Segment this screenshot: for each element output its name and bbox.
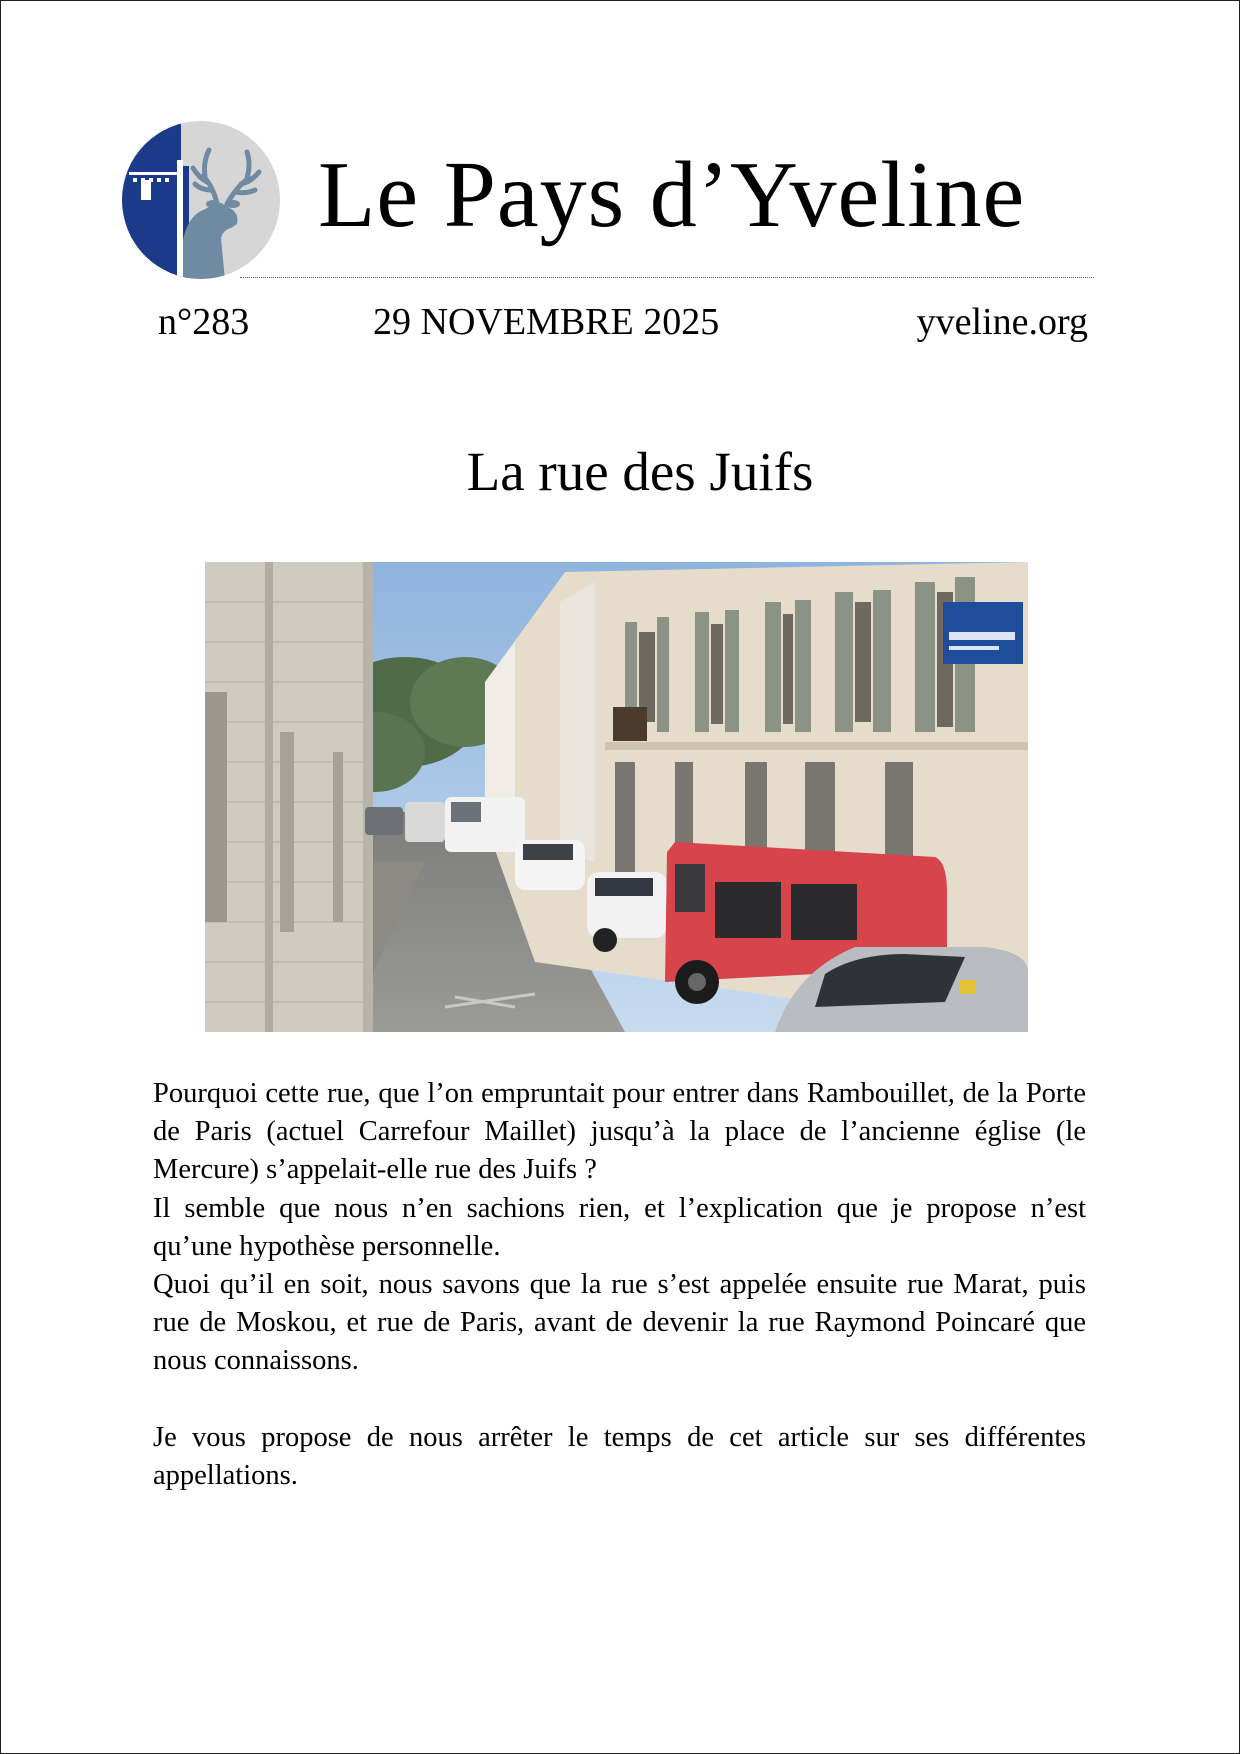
article-paragraph: Il semble que nous n’en sachions rien, et l’explication que je propose n’est qu’une hypothèse personnelle. <box>153 1192 1086 1262</box>
article-paragraph: Je vous propose de nous arrêter le temps de cet article sur ses différentes appellations. <box>153 1421 1086 1492</box>
article-paragraph: Quoi qu’il en soit, nous savons que la rue s’est appelée ensuite rue Marat, puis rue de Moskou, et rue de Paris, avant de devenir la rue Raymond Poincaré que nous connaissons. <box>153 1269 1086 1377</box>
article-body <box>153 1075 1086 1495</box>
article-title: La rue des Juifs <box>466 441 814 502</box>
masthead-title: Le Pays d’Yveline <box>318 143 1026 247</box>
street-photo-icon <box>205 562 1028 1032</box>
site-url: yveline.org <box>916 301 1088 343</box>
article-paragraph: Pourquoi cette rue, que l’on empruntait pour entrer dans Rambouillet, de la Porte de Paris (actuel Carrefour Maillet) jusqu’à la place de l’ancienne église (le Mercure) s’appelait-elle rue des Juifs ? <box>153 1078 1086 1186</box>
issue-number: n°283 <box>158 301 250 343</box>
article-title-wrapper <box>0 440 1240 503</box>
issue-date: 29 NOVEMBRE 2025 <box>373 301 720 343</box>
masthead-divider <box>240 277 1094 278</box>
deer-castle-emblem-icon <box>121 120 281 280</box>
